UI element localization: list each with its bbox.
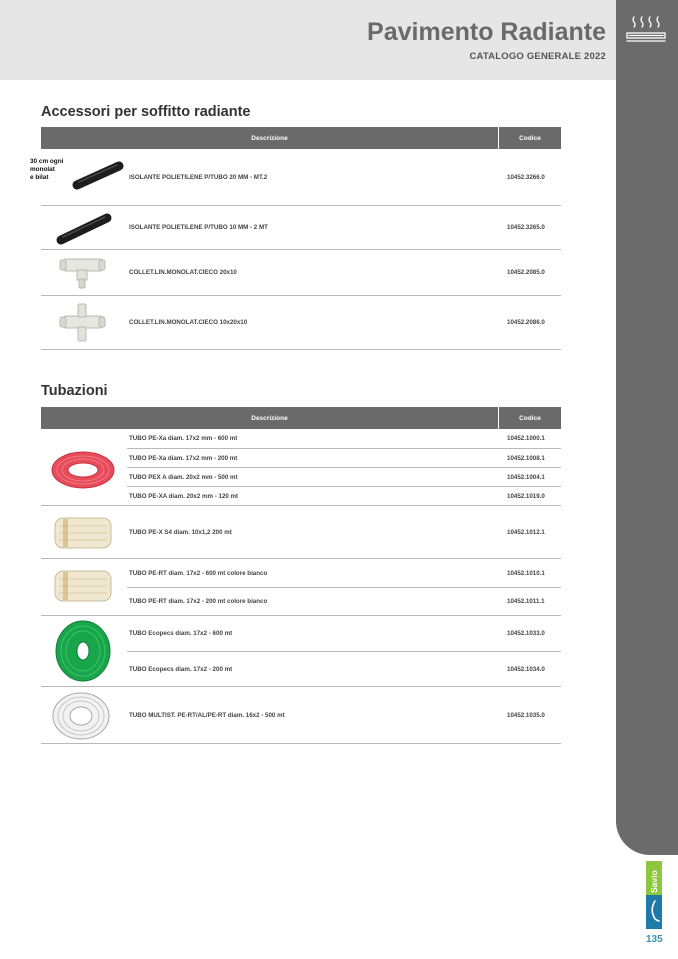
product-row <box>127 559 561 587</box>
product-image-cell <box>41 687 127 743</box>
product-row <box>127 616 561 651</box>
white-multilayer-coil-image <box>41 687 127 744</box>
column-header-code: Codice <box>519 134 541 142</box>
column-header-code: Codice <box>519 414 541 422</box>
table-row <box>41 687 561 744</box>
product-description: TUBO MULTIST. PE-RT/AL/PE-RT diam. 16x2 - 500 mt <box>129 711 285 719</box>
product-description: COLLET.LIN.MONOLAT.CIECO 10x20x10 <box>129 319 248 326</box>
product-image-cell <box>30 149 127 205</box>
radiant-floor-heating-icon <box>624 14 668 50</box>
product-image-cell <box>41 429 127 505</box>
table-header <box>41 407 561 429</box>
product-description: TUBO PE-X S4 diam. 10x1,2 200 mt <box>129 528 232 536</box>
product-code: 10452.1034.0 <box>507 665 545 673</box>
product-description: ISOLANTE POLIETILENE P/TUBO 20 MM - MT.2 <box>129 173 268 181</box>
product-description: TUBO PEX A diam. 20x2 mm - 500 mt <box>129 473 238 481</box>
cross-collector-image <box>41 296 127 350</box>
red-pipe-coil-image <box>41 429 127 506</box>
product-code: 10452.1033.0 <box>507 630 545 637</box>
product-image-cell <box>41 559 127 615</box>
product-description: TUBO PE-Xa diam. 17x2 mm - 600 mt <box>129 435 238 442</box>
table-header <box>41 127 561 149</box>
column-header-description: Descrizione <box>41 407 499 429</box>
product-code: 10452.2085.0 <box>507 269 545 276</box>
product-code: 10452.1004.1 <box>507 473 545 481</box>
product-row <box>127 250 561 295</box>
product-code: 10452.2086.0 <box>507 319 545 326</box>
table-row <box>41 559 561 616</box>
product-image-cell <box>41 296 127 349</box>
product-code: 10452.3265.0 <box>507 224 545 231</box>
product-description: COLLET.LIN.MONOLAT.CIECO 20x10 <box>129 269 237 276</box>
table-row <box>41 506 561 559</box>
table-row <box>41 250 561 296</box>
cream-pipe-coil-image <box>41 559 127 616</box>
product-row <box>127 467 561 486</box>
table-row <box>41 296 561 350</box>
product-description: TUBO PE-RT diam. 17x2 - 200 mt colore bianco <box>129 598 268 605</box>
product-code: 10452.1010.1 <box>507 569 545 577</box>
product-code: 10452.1008.1 <box>507 454 545 462</box>
product-row <box>127 687 561 743</box>
product-image-cell <box>41 616 127 686</box>
tubazioni-table <box>41 407 561 744</box>
image-note: 30 cm ogni monolat e bilat <box>30 158 64 181</box>
product-code: 10452.1019.0 <box>507 492 545 500</box>
product-row <box>127 587 561 615</box>
section-title-accessori: Accessori per soffitto radiante <box>41 104 251 120</box>
table-row <box>41 429 561 506</box>
cream-pipe-coil-image <box>41 506 127 559</box>
product-description: ISOLANTE POLIETILENE P/TUBO 10 MM - 2 MT <box>129 224 268 231</box>
product-row <box>127 506 561 558</box>
product-description: TUBO Ecopecs diam. 17x2 - 200 mt <box>129 665 233 673</box>
tee-collector-image <box>41 250 127 296</box>
product-row <box>127 651 561 686</box>
product-code: 10452.1011.1 <box>507 598 545 605</box>
table-row <box>30 149 561 206</box>
product-description: TUBO PE-RT diam. 17x2 - 600 mt colore bianco <box>129 569 268 577</box>
product-image-cell <box>41 250 127 295</box>
svg-text:Savio: Savio <box>649 870 659 893</box>
product-description: TUBO Ecopecs diam. 17x2 - 600 mt <box>129 630 233 637</box>
section-title-tubazioni: Tubazioni <box>41 383 108 399</box>
product-row <box>127 486 561 505</box>
page-title: Pavimento Radiante <box>367 18 606 46</box>
product-code: 10452.3266.0 <box>507 173 545 181</box>
product-description: TUBO PE-XA diam. 20x2 mm - 120 mt <box>129 492 239 500</box>
product-description: TUBO PE-Xa diam. 17x2 mm - 200 mt <box>129 454 238 462</box>
black-insulation-tube-image <box>41 206 127 250</box>
product-image-cell <box>41 506 127 558</box>
side-bar <box>616 0 678 855</box>
green-pipe-coil-image <box>41 616 127 687</box>
page-number: 135 <box>646 934 663 945</box>
savio-logo <box>646 861 662 929</box>
product-row <box>127 149 561 205</box>
product-code: 10452.1012.1 <box>507 528 545 536</box>
product-row <box>127 296 561 349</box>
page-subtitle: CATALOGO GENERALE 2022 <box>469 51 606 62</box>
accessori-table <box>30 127 561 350</box>
product-code: 10452.1035.0 <box>507 711 545 719</box>
product-image-cell <box>41 206 127 249</box>
product-code: 10452.1000.1 <box>507 435 545 442</box>
product-row <box>127 206 561 249</box>
column-header-description: Descrizione <box>41 127 499 149</box>
table-row <box>41 616 561 687</box>
product-row <box>127 429 561 448</box>
product-row <box>127 448 561 467</box>
table-row <box>41 206 561 250</box>
